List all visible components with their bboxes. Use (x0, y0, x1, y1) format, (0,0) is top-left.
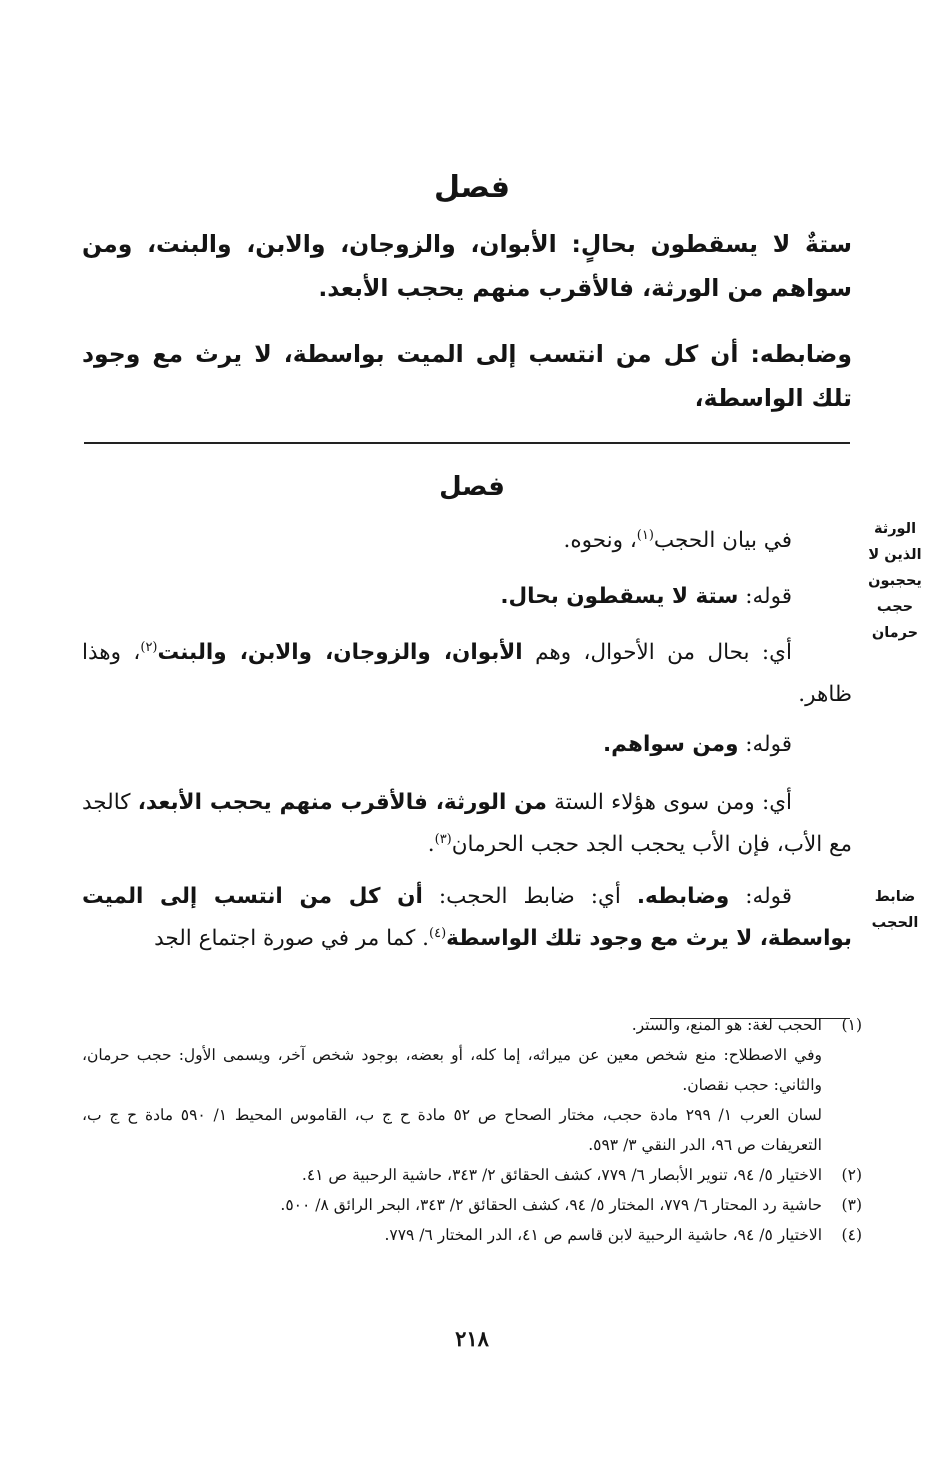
footnote-1-references: لسان العرب ١/ ٢٩٩ مادة حجب، مختار الصحاح ص ٥٢ مادة ح ج ب، القاموس المحيط ١/ ٥٩٠ مادة ح ج ب، التعريفات ص ٩٦، الدر النقي ٣/ ٥٩٣. (82, 1106, 822, 1154)
footnote-2-text: الاختيار ٥/ ٩٤، تنوير الأبصار ٦/ ٧٧٩، كشف الحقائق ٢/ ٣٤٣، حاشية الرحبية ص ٤١. (301, 1166, 822, 1184)
page-number: ٢١٨ (455, 1326, 489, 1351)
sharh-paragraph-5 (82, 782, 852, 866)
sharh-l6-lead: قوله: (729, 884, 793, 909)
sharh-line-2 (82, 576, 852, 618)
sharh-l5-tail: كالجد مع الأب، فإن الأب يحجب الجد حجب الحرمان (82, 790, 852, 857)
footnote-ref-2: (٢) (140, 639, 158, 655)
footnote-ref-4: (٤) (429, 925, 447, 941)
sharh-l6-mid: أي: ضابط الحجب: (422, 884, 637, 909)
footnote-4 (82, 1220, 862, 1250)
sharh-l5-quote: من الورثة، فالأقرب منهم يحجب الأبعد، (137, 790, 547, 815)
section-divider (84, 442, 850, 444)
sharh-l3-lead: أي: بحال من الأحوال، وهم (522, 640, 792, 665)
sharh-l2-quote: ستة لا يسقطون بحال. (500, 584, 739, 609)
sharh-l2-lead: قوله: (738, 584, 792, 609)
footnotes (82, 1010, 862, 1250)
footnote-3-number: (٣) (841, 1196, 862, 1214)
matn-p2-line1: وضابطه: أن كل من انتسب إلى الميت بواسطة، لا يرث مع وجود (82, 340, 852, 368)
footnote-4-text: الاختيار ٥/ ٩٤، حاشية الرحبية لابن قاسم ص ٤١، الدر المختار ٦/ ٧٧٩. (384, 1226, 822, 1244)
sharh-l4-lead: قوله: (738, 732, 792, 757)
margin-note-exclusion-rule (854, 884, 936, 936)
footnote-ref-3: (٣) (434, 831, 452, 847)
sharh-l3-tail: ، وهذا ظاهر. (82, 640, 852, 707)
sharh-paragraph-6 (82, 876, 852, 960)
sharh-paragraph-3 (82, 632, 852, 716)
footnote-4-number: (٤) (841, 1226, 862, 1244)
footnote-1-text: الحجب لغة: هو المنع، والستر. (631, 1016, 822, 1034)
footnote-ref-1: (١) (636, 527, 654, 543)
matn-p2-line2: تلك الواسطة، (694, 384, 852, 412)
margin-note-line: الورثة (873, 521, 917, 537)
margin-note-line: ضابط (874, 889, 916, 905)
matn-paragraph-2 (82, 332, 852, 420)
footnote-2 (82, 1160, 862, 1190)
footnote-3 (82, 1190, 862, 1220)
sharh-l6-tail: . كما مر في صورة اجتماع الجد (154, 926, 429, 951)
sharh-line-4 (82, 724, 852, 766)
margin-note-line: الذين لا (868, 547, 922, 563)
margin-note-line: الحجب (871, 915, 919, 931)
margin-note-heirs-not-excluded (854, 516, 936, 646)
footnote-3-text: حاشية رد المحتار ٦/ ٧٧٩، المختار ٥/ ٩٤، كشف الحقائق ٢/ ٣٤٣، البحر الرائق ٨/ ٥٠٠. (280, 1196, 822, 1214)
margin-note-line: حرمان (871, 625, 919, 641)
matn-paragraph-1 (82, 222, 852, 310)
margin-note-line: حجب (876, 599, 914, 615)
matn-p1-line2: ومن سواهم من الورثة، فالأقرب منهم يحجب الأبعد. (82, 230, 852, 302)
sharh-l4-quote: ومن سواهم. (603, 732, 739, 757)
sharh-section-title: فصل (439, 472, 505, 502)
sharh-l3-quote: الأبوان، والزوجان، والابن، والبنت (157, 640, 523, 665)
matn-section-title: فصل (434, 170, 510, 205)
matn-p1-line1: ستةٌ لا يسقطون بحالٍ: الأبوان، والزوجان، والابن، والبنت، (147, 230, 852, 258)
margin-note-line: يحجبون (868, 573, 922, 589)
sharh-line-1 (82, 520, 852, 562)
sharh-l5-lead: أي: ومن سوى هؤلاء الستة (546, 790, 792, 815)
footnote-1-definition: وفي الاصطلاح: منع شخص معين عن ميراثه، إما كله، أو بعضه، بوجود شخص آخر، ويسمى الأول: حجب حرمان، والثاني: حجب نقصان. (82, 1046, 822, 1094)
sharh-l5-end: . (427, 832, 435, 857)
sharh-l6-quote-1: وضابطه. (636, 884, 730, 909)
footnote-1 (82, 1010, 862, 1040)
sharh-l1-tail: ، ونحوه. (563, 528, 637, 553)
sharh-l6-quote-2: أن كل من انتسب إلى الميت بواسطة، لا يرث مع وجود تلك الواسطة (82, 884, 852, 951)
footnote-1-number: (١) (841, 1016, 862, 1034)
sharh-l1-text: في بيان الحجب (653, 528, 792, 553)
footnote-2-number: (٢) (841, 1166, 862, 1184)
